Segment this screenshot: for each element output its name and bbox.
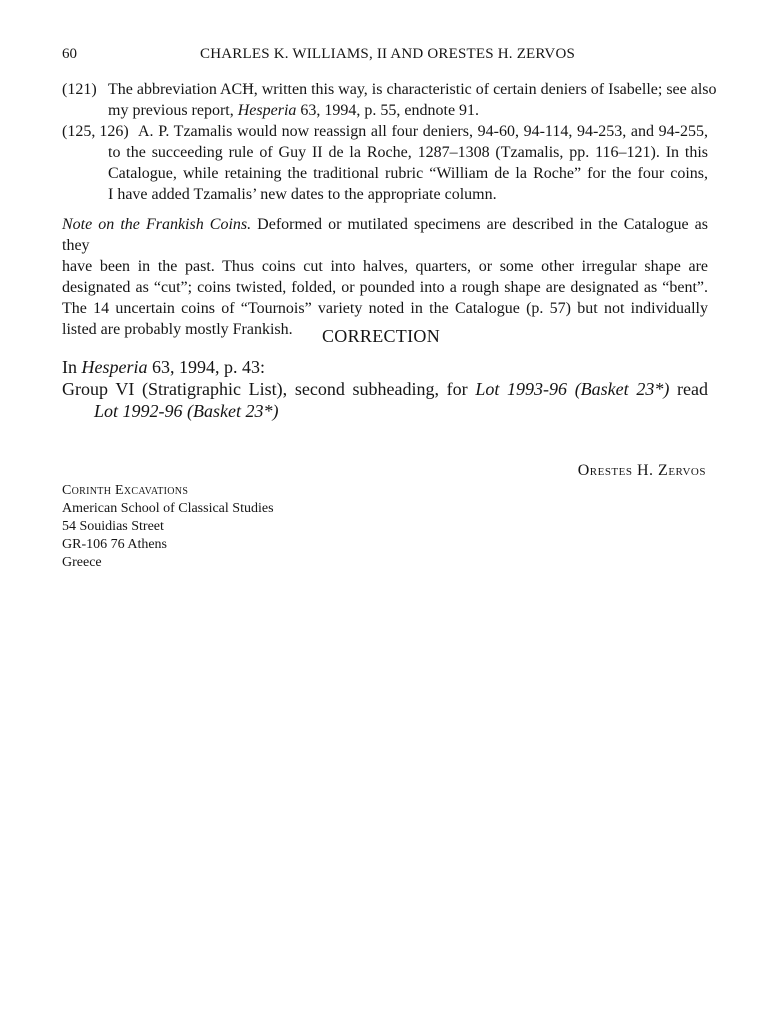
paragraph-line: The 14 uncertain coins of “Tournois” variety noted in the Catalogue (p. 57) but not individually bbox=[62, 300, 708, 317]
frankish-note-paragraph bbox=[62, 214, 708, 340]
correction-line bbox=[62, 400, 708, 422]
page-number: 60 bbox=[62, 46, 77, 62]
endnote-text: A. P. Tzamalis would now reassign all four deniers, 94-60, 94-114, 94-253, and 94-255, bbox=[138, 123, 708, 140]
correction-line: Group VI (Stratigraphic List), second subheading, for Lot 1993-96 (Basket 23*) read bbox=[62, 379, 708, 399]
address-line: 54 Souidias Street bbox=[62, 519, 164, 534]
running-title: CHARLES K. WILLIAMS, II AND ORESTES H. ZERVOS bbox=[200, 46, 576, 62]
journal-title: Hesperia bbox=[237, 102, 297, 119]
correction-body bbox=[62, 356, 708, 422]
journal-title: Hesperia bbox=[81, 357, 148, 377]
wrong-lot: Lot 1993-96 (Basket 23*) bbox=[475, 379, 670, 399]
endnote-number: (121) bbox=[62, 81, 97, 98]
author-address bbox=[62, 482, 274, 572]
endnote-125-126 bbox=[62, 121, 708, 205]
endnote-number: (125, 126) bbox=[62, 123, 129, 140]
endnote-text: I have added Tzamalis’ new dates to the appropriate column. bbox=[108, 186, 497, 203]
endnote-text: to the succeeding rule of Guy II de la Roche, 1287–1308 (Tzamalis, pp. 116–121). In this bbox=[108, 144, 708, 161]
paragraph-line: listed are probably mostly Frankish. bbox=[62, 321, 293, 338]
endnote-text: The abbreviation ACĦ, written this way, is characteristic of certain deniers of Isabelle; see also bbox=[108, 81, 717, 98]
correction-reference: In Hesperia 63, 1994, p. 43: bbox=[62, 357, 266, 377]
endnote-text: Catalogue, while retaining the traditional rubric “William de la Roche” for the four coins, bbox=[108, 165, 708, 182]
endnote-text: my previous report, Hesperia 63, 1994, p. 55, endnote 91. bbox=[108, 102, 480, 119]
author-signature: Orestes H. Zervos bbox=[577, 462, 706, 479]
paragraph-line: designated as “cut”; coins twisted, folded, or pounded into a rough shape are designated as “bent”. bbox=[62, 279, 708, 296]
correct-lot: Lot 1992-96 (Basket 23*) bbox=[94, 401, 279, 421]
paragraph-lead: Note on the Frankish Coins. bbox=[62, 216, 252, 233]
address-line: American School of Classical Studies bbox=[62, 501, 274, 516]
endnote-121 bbox=[62, 79, 717, 121]
paragraph-line: have been in the past. Thus coins cut into halves, quarters, or some other irregular shape are bbox=[62, 258, 708, 275]
address-line: Greece bbox=[62, 555, 102, 570]
paragraph-line: Note on the Frankish Coins. Deformed or mutilated specimens are described in the Catalogue as they bbox=[62, 216, 708, 254]
address-institution: Corinth Excavations bbox=[62, 483, 189, 498]
address-line: GR-106 76 Athens bbox=[62, 537, 167, 552]
correction-heading: CORRECTION bbox=[321, 326, 440, 346]
